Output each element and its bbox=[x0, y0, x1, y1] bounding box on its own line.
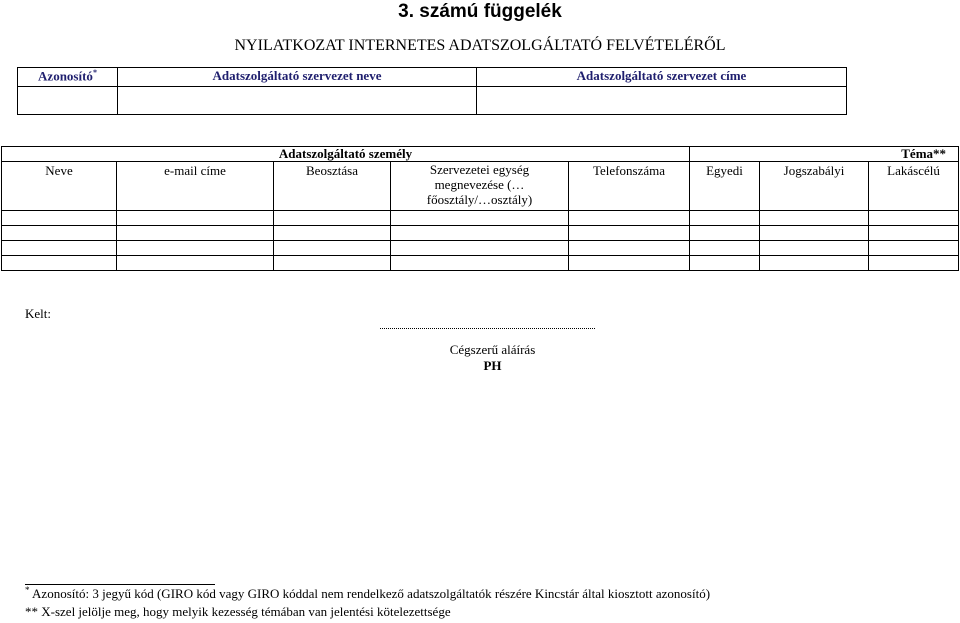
col-org-unit: Szervezetei egység megnevezése (…főosztály/…osztály) bbox=[391, 162, 569, 211]
footnote-1-text: Azonosító: 3 jegyű kód (GIRO kód vagy GIRO kóddal nem rendelkező adatszolgáltatók részére Kincstár által kiosztott azonosító) bbox=[32, 586, 711, 601]
id-header: Azonosító* bbox=[18, 68, 118, 87]
col-name: Neve bbox=[2, 162, 117, 211]
org-address-header: Adatszolgáltató szervezet címe bbox=[477, 68, 847, 87]
col-topic-housing: Lakáscélú bbox=[869, 162, 959, 211]
footnote-2: ** X-szel jelölje meg, hogy melyik kezesség témában van jelentési kötelezettsége bbox=[25, 604, 451, 619]
provider-input-row bbox=[18, 87, 847, 115]
footnote-1-marker: * bbox=[25, 585, 30, 595]
column-header-row bbox=[2, 162, 959, 211]
id-cell[interactable] bbox=[18, 87, 118, 115]
org-name-cell[interactable] bbox=[118, 87, 477, 115]
signature-label: Cégszerű aláírás bbox=[449, 342, 536, 357]
col-email: e-mail címe bbox=[117, 162, 274, 211]
stamp-label: PH bbox=[483, 358, 502, 373]
table-row bbox=[2, 211, 959, 226]
col-topic-legal: Jogszabályi bbox=[760, 162, 869, 211]
appendix-title: 3. számú függelék bbox=[398, 1, 562, 22]
org-name-header: Adatszolgáltató szervezet neve bbox=[118, 68, 477, 87]
table-row bbox=[2, 256, 959, 271]
col-position: Beosztása bbox=[274, 162, 391, 211]
col-phone: Telefonszáma bbox=[569, 162, 690, 211]
org-address-cell[interactable] bbox=[477, 87, 847, 115]
footnote-divider bbox=[25, 584, 215, 585]
table-row bbox=[2, 226, 959, 241]
footnote-1 bbox=[25, 586, 710, 602]
person-table bbox=[1, 146, 959, 271]
group-header-row bbox=[2, 147, 959, 162]
form-subtitle: NYILATKOZAT INTERNETES ADATSZOLGÁLTATÓ FELVÉTELÉRŐL bbox=[234, 37, 726, 54]
signature-line[interactable] bbox=[380, 328, 595, 329]
id-footnote-marker: * bbox=[92, 68, 97, 77]
table-row bbox=[2, 241, 959, 256]
group-person-header: Adatszolgáltató személy bbox=[2, 147, 690, 162]
group-topic-header: Téma** bbox=[690, 147, 959, 162]
provider-table bbox=[17, 67, 847, 115]
col-topic-individual: Egyedi bbox=[690, 162, 760, 211]
provider-header-row bbox=[18, 68, 847, 87]
date-label: Kelt: bbox=[25, 306, 51, 321]
